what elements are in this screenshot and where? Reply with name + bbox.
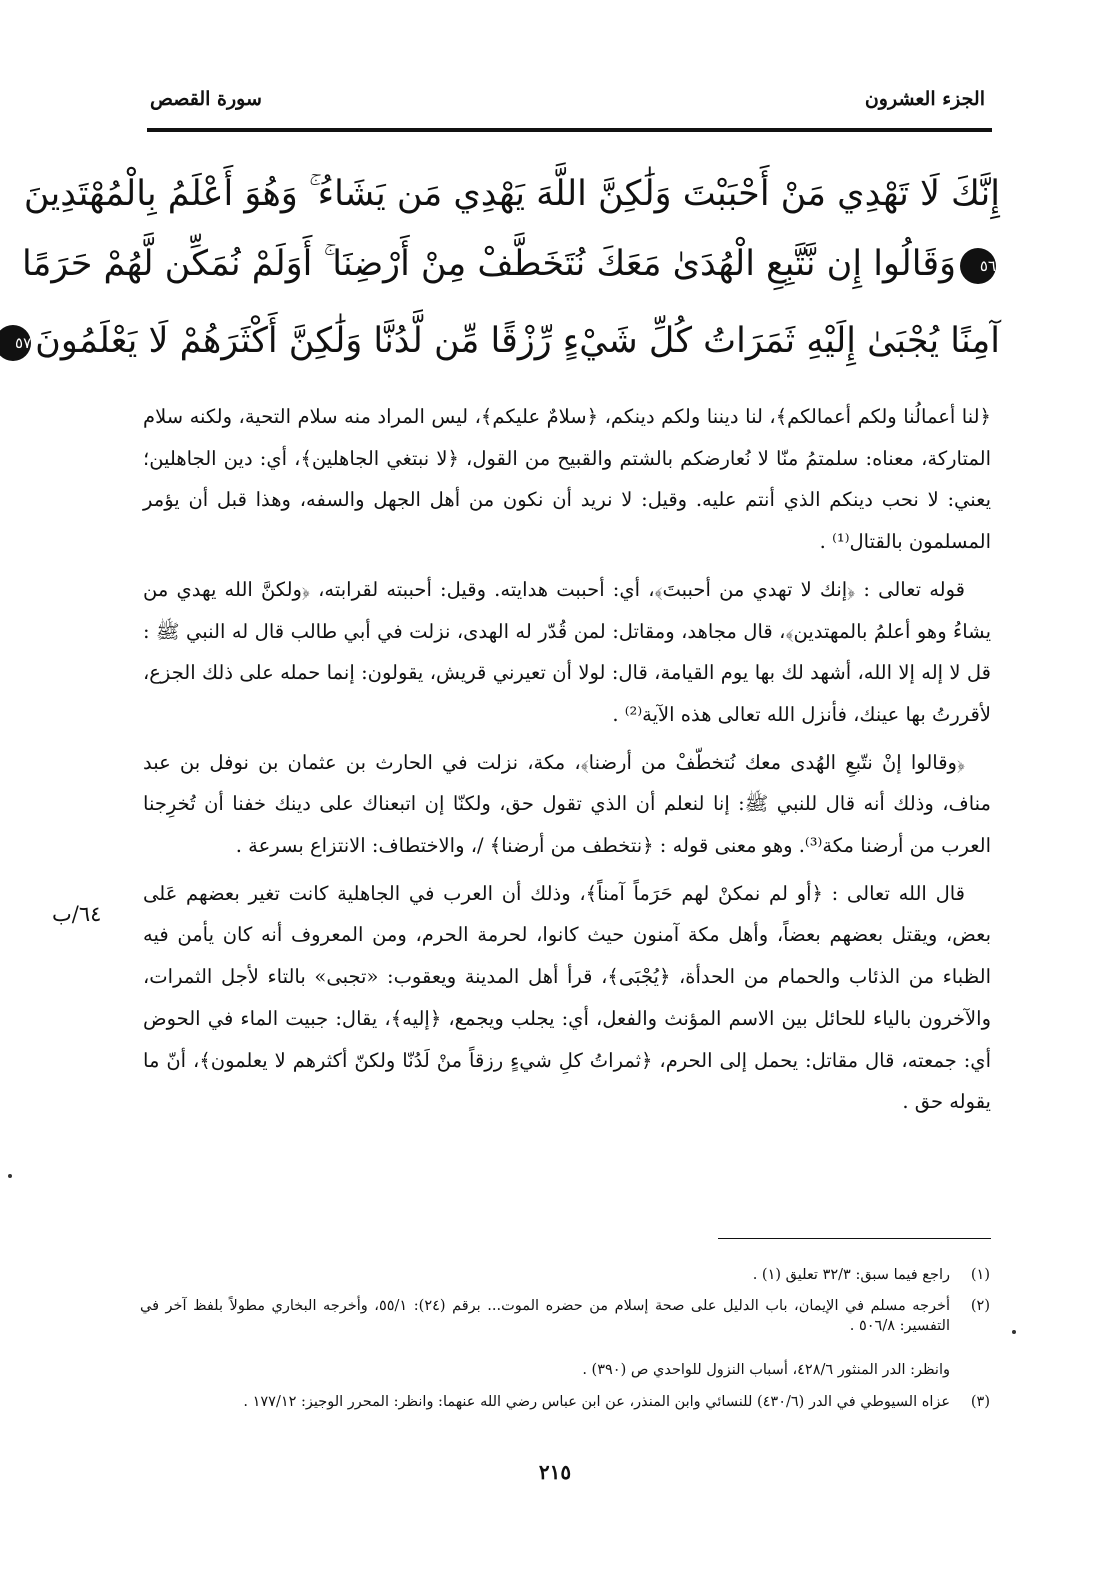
page-number: ٢١٥ xyxy=(538,1460,572,1484)
footnote-rule xyxy=(718,1238,991,1239)
paragraph-2: قوله تعالى : ﴿إنك لا تهدي من أحببتَ﴾، أي: أحببت هدايته. وقيل: أحببته لقرابته، ﴿ولكنَّ الله يهدي من يشاءُ وهو أعلمُ بالمهتدين﴾، قال مجاهد، ومقاتل: لمن قُدّر له الهدى، نزلت في أبي طالب قال له النبي ﷺ : قل لا إله إلا الله، أشهد لك بها يوم القيامة، قال: لولا أن تعيرني قريش، يقولون: إنما حمله على ذلك الجزع، لأقررتُ بها عينك، فأنزل الله تعالى هذه الآية⁽²⁾ . xyxy=(143,577,991,726)
footnote-text: راجع فيما سبق: ٣٢/٣ تعليق (١) . xyxy=(752,1267,950,1283)
juz-header: الجزء العشرون xyxy=(864,88,985,110)
paragraph-3: ﴿وقالوا إنْ نتّبعِ الهُدى معك نُتخطّفْ من أرضنا﴾، مكة، نزلت في الحارث بن عثمان بن نوفل بن عبد مناف، وذلك أنه قال للنبي ﷺ: إنا لنعلم أن الذي تقول حق، ولكنّا إن اتبعناك على دينك خفنا أن تُخرِجنا العرب من أرضنا مكة⁽³⁾. وهو معنى قوله : ﴿نتخطف من أرضنا﴾ /، والاختطاف: الانتزاع بسرعة . xyxy=(143,750,991,858)
footnote-number: (٢) xyxy=(970,1298,990,1314)
header-rule xyxy=(147,128,992,132)
footnote-1 xyxy=(140,1265,990,1285)
manuscript-folio-note: ٦٤/ب xyxy=(52,902,102,926)
paragraph-4: قال الله تعالى : ﴿أو لم نمكنْ لهم حَرَماً آمناً﴾، وذلك أن العرب في الجاهلية كانت تغير بعضهم عَلى بعض، ويقتل بعضهم بعضاً، وأهل مكة آمنون حيث كانوا، لحرمة الحرم، ومن المعروف أنه كان يأمن فيه الظباء من الذئاب والحمام من الحدأة، ﴿يُجْبَى﴾، قرأ أهل المدينة ويعقوب: «تجبى» بالتاء لأجل الثمرات، والآخرون بالياء للحائل بين الاسم المؤنث والفعل، أي: يجلب ويجمع، ﴿إليه﴾، يقال: جبيت الماء في الحوض أي: جمعته، قال مقاتل: يحمل إلى الحرم، ﴿ثمراتُ كلِ شيءٍ رزقاً منْ لَدُنّا ولكنّ أكثرهم لا يعلمون﴾، أنّ ما يقوله حق . xyxy=(143,881,991,1114)
footnote-number: (٣) xyxy=(970,1394,990,1410)
footnote-text: وانظر: الدر المنثور ٤٢٨/٦، أسباب النزول للواحدي ص (٣٩٠) . xyxy=(582,1362,950,1378)
paragraph-1: ﴿لنا أعمالُنا ولكم أعمالكم﴾، لنا ديننا ولكم دينكم، ﴿سلامٌ عليكم﴾، ليس المراد منه سلام التحية، ولكنه سلام المتاركة، معناه: سلمتمُ منّا لا نُعارضكم بالشتم والقبيح من القول، ﴿لا نبتغي الجاهلين﴾، أي: دين الجاهلين؛ يعني: لا نحب دينكم الذي أنتم عليه. وقيل: لا نريد أن نكون من أهل الجهل والسفه، وهذا قبل أن يؤمر المسلمون بالقتال⁽¹⁾ . xyxy=(143,405,991,554)
commentary-body xyxy=(143,396,991,1129)
verse-marker-56: ٥٦ xyxy=(960,248,996,284)
scan-speck xyxy=(8,1174,12,1178)
footnote-text: أخرجه مسلم في الإيمان، باب الدليل على صحة إسلام من حضره الموت... برقم (٢٤): ٥٥/١، وأخرجه البخاري مطولاً بلفظ آخر في التفسير: ٥٠٦/٨ . xyxy=(140,1298,950,1334)
footnote-3 xyxy=(140,1392,990,1412)
surah-header: سورة القصص xyxy=(150,88,262,110)
footnote-text: عزاه السيوطي في الدر (٤٣٠/٦) للنسائي وابن المنذر، عن ابن عباس رضي الله عنهما: وانظر: المحرر الوجيز: ١٧٧/١٢ . xyxy=(243,1394,950,1410)
verse-marker-57: ٥٧ xyxy=(0,325,31,361)
verse-line-3 xyxy=(15,312,1000,370)
verse-text-3: آمِنًا يُجْبَىٰ إِلَيْهِ ثَمَرَاتُ كُلِّ شَيْءٍ رِّزْقًا مِّن لَّدُنَّا وَلَٰكِنَّ أَكْثَرَهُمْ لَا يَعْلَمُونَ xyxy=(35,321,1000,361)
footnote-2 xyxy=(140,1296,990,1336)
verse-text-2: وَقَالُوا إِن نَّتَّبِعِ الْهُدَىٰ مَعَكَ نُتَخَطَّفْ مِنْ أَرْضِنَا ۚ أَوَلَمْ نُمَكِّن لَّهُمْ حَرَمًا xyxy=(21,244,956,284)
footnote-number: (١) xyxy=(970,1267,990,1283)
footnote-2-continued xyxy=(140,1360,990,1380)
verse-text-1: إِنَّكَ لَا تَهْدِي مَنْ أَحْبَبْتَ وَلَٰكِنَّ اللَّهَ يَهْدِي مَن يَشَاءُ ۚ وَهُوَ أَعْلَمُ بِالْمُهْتَدِينَ xyxy=(23,174,1000,214)
scan-speck xyxy=(1012,1330,1016,1334)
verse-line-1 xyxy=(23,165,1000,223)
verse-line-2 xyxy=(21,235,1000,293)
